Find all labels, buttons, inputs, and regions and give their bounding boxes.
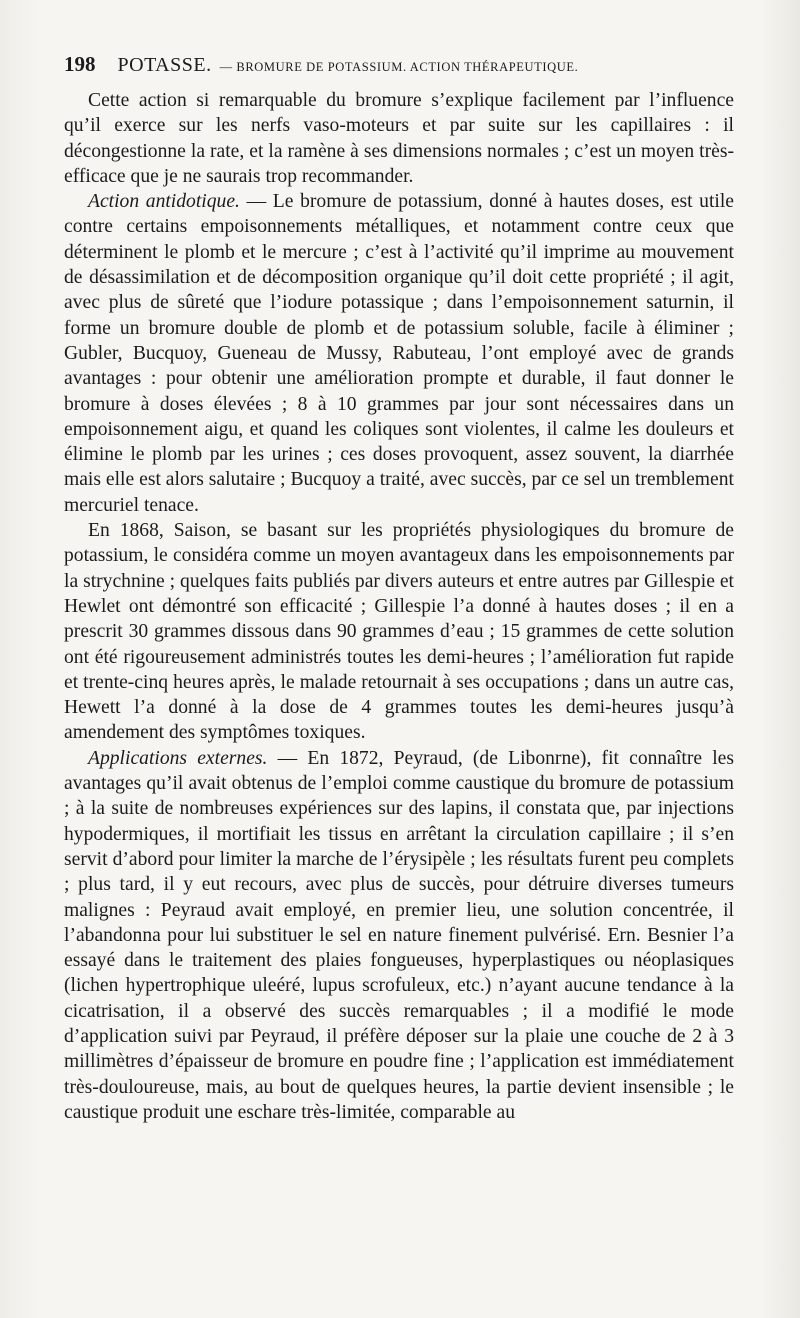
paragraph-4-text: — En 1872, Peyraud, (de Libonrne), fit connaître les avantages qu’il avait obtenus de l’emploi comme caustique du bromure de potassium ; à la suite de nombreuses expériences sur des lapins, il constata que, par injections hypodermiques, il mortifiait les tissus en arrêtant la circulation capillaire ; il s’en servit d’abord pour limiter la marche de l’érysipèle ; les résultats furent peu complets ; plus tard, il y eut recours, avec plus de succès, pour détruire diverses tumeurs malignes : Peyraud avait employé, en premier lieu, une solution concentrée, il l’abandonna pour lui substituer le sel en nature finement pulvérisé. Ern. Besnier l’a essayé dans le traitement des plaies fongueuses, hyperplastiques ou néoplasiques (lichen hypertrophique uleéré, lupus scrofuleux, etc.) n’ayant aucune tendance à la cicatrisation, il a observé des succès remarquables ; il a modifié le mode d’application suivi par Peyraud, il préfère déposer sur la plaie une couche de 2 à 3 millimètres d’épaisseur de bromure en poudre fine ; l’application est immédiatement très-douloureuse, mais, au bout de quelques heures, la partie devient insensible ; le caustique produit une eschare très-limitée, comparable au: [64, 747, 734, 1123]
page-number: 198: [64, 52, 96, 76]
paragraph-3-text: En 1868, Saison, se basant sur les propriétés physiologiques du bromure de potassium, le considéra comme un moyen avantageux dans les empoisonnements par la strychnine ; quelques faits publiés par divers auteurs et entre autres par Gillespie et Hewlet ont démontré son efficacité ; Gillespie l’a donné à hautes doses ; il en a prescrit 30 grammes dissous dans 90 grammes d’eau ; 15 grammes de cette solution ont été rigoureusement administrés toutes les demi-heures ; l’amélioration fut rapide et trente-cinq heures après, le malade retournait à ses occupations ; dans un autre cas, Hewett l’a donné à la dose de 4 grammes toutes les demi-heures jusqu’à amendement des symptômes toxiques.: [64, 520, 734, 744]
paragraph-2: [64, 189, 734, 518]
paragraph-3: [64, 518, 734, 746]
paragraph-1-text: Cette action si remarquable du bromure s’explique facilement par l’influence qu’il exerce sur les nerfs vaso-moteurs et par suite sur les capillaires : il décongestionne la rate, et la ramène à ses dimensions normales ; c’est un moyen très-efficace que je ne saurais trop recommander.: [64, 90, 734, 187]
paragraph-2-lead: Action antidotique.: [88, 191, 240, 213]
paragraph-4-lead: Applications externes.: [88, 747, 268, 769]
running-title: POTASSE.: [117, 54, 212, 76]
paragraph-2-text: — Le bromure de potassium, donné à hautes doses, est utile contre certains empoisonnements métalliques, et notamment contre ceux que déterminent le plomb et le mercure ; c’est à l’activité qu’il imprime au mouvement de désassimilation et de décomposition organique qu’il doit cette propriété ; il agit, avec plus de sûreté que l’iodure potassique ; dans l’empoisonnement saturnin, il forme un bromure double de plomb et de potassium soluble, facile à éliminer ; Gubler, Bucquoy, Gueneau de Mussy, Rabuteau, l’ont employé avec de grands avantages : pour obtenir une amélioration prompte et durable, il faut donner le bromure à doses élevées ; 8 à 10 grammes par jour sont nécessaires dans un empoisonnement aigu, et quand les coliques sont violentes, il calme les douleurs et élimine le plomb par les urines ; ces doses provoquent, assez souvent, la diarrhée mais elle est alors salutaire ; Bucquoy a traité, avec succès, par ce sel un tremblement mercuriel tenace.: [64, 191, 735, 516]
running-subtitle: — BROMURE DE POTASSIUM. ACTION THÉRAPEUTIQUE.: [219, 60, 579, 74]
paragraph-4: [64, 746, 734, 1125]
page-header: [64, 52, 744, 82]
body-text: [64, 88, 734, 1125]
paragraph-1: [64, 88, 734, 189]
